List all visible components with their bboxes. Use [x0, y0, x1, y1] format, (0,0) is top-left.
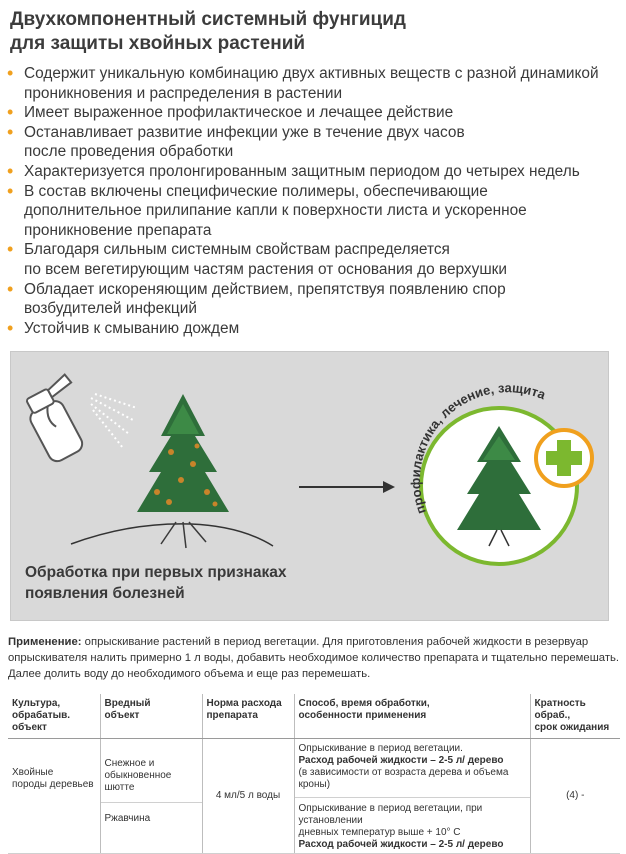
application-table — [8, 694, 620, 854]
bullet-icon: • — [7, 121, 14, 142]
arc-label: профилактика, лечение, защита — [407, 380, 548, 516]
bullet-icon: • — [7, 180, 14, 201]
list-item: • Благодаря сильным системным свойствам распределяется по всем вегетирующим частям растения от основания до верхушки — [7, 239, 507, 278]
list-item: • Обладает искореняющим действием, препятствуя появлению спор возбудителей инфекций — [7, 278, 506, 318]
header-method: Способ, время обработки, особенности применения — [294, 694, 530, 739]
arrow-right-icon — [299, 481, 395, 493]
bullet-icon: • — [7, 102, 14, 123]
table-row — [8, 739, 620, 854]
cell-frequency: (4) - — [530, 739, 620, 854]
list-item: • В состав включены специфические полимеры, обеспечивающие дополнительное прилипание капли к поверхности листа и ускоренное проникновение препарата — [7, 180, 527, 239]
method-2: Опрыскивание в период вегетации, при установлении дневных температур выше + 10° С Расход рабочей жидкости – 2-5 л/ дерево — [295, 797, 530, 853]
bullet-icon: • — [7, 239, 14, 260]
benefits-list — [6, 64, 620, 338]
header-crop: Культура, обрабатыв. объект — [8, 694, 100, 739]
plus-badge-icon — [536, 430, 592, 486]
bullet-icon: • — [7, 160, 14, 181]
list-item: • Устойчив к смыванию дождем — [7, 317, 240, 338]
pest-2: Ржавчина — [101, 802, 202, 845]
usage-label: Применение: — [8, 636, 82, 648]
usage-instructions: Применение: опрыскивание растений в период вегетации. Для приготовления рабочей жидкости в резервуар опрыскивателя налить примерно 1 л воды, добавить необходимое количество препарата и тщательно перемешать. Далее долить воду до необходимого объема и еще раз перемешать. — [8, 636, 620, 680]
title-line-2: для защиты хвойных растений — [10, 33, 306, 54]
title-line-1: Двухкомпонентный системный фунгицид — [10, 9, 406, 30]
list-item: • Содержит уникальную комбинацию двух активных веществ с разной динамикой проникновения и распределения в растении — [7, 63, 599, 102]
header-frequency: Кратность обраб., срок ожидания — [530, 694, 620, 739]
panel-caption: Обработка при первых признаках появления болезней — [25, 564, 287, 602]
list-item: • Имеет выраженное профилактическое и лечащее действие — [7, 102, 454, 123]
header-rate: Норма расхода препарата — [202, 694, 294, 739]
list-item: • Останавливает развитие инфекции уже в течение двух часов после проведения обработки — [7, 121, 465, 161]
method-1: Опрыскивание в период вегетации. Расход рабочей жидкости – 2-5 л/ дерево (в зависимости от возраста дерева и объема кроны) — [298, 743, 509, 790]
pest-1: Снежное и обыкновенное шютте — [104, 757, 172, 793]
header-pest: Вредный объект — [100, 694, 202, 739]
illustration-panel — [10, 351, 609, 621]
bullet-icon: • — [7, 317, 14, 338]
bullet-icon: • — [7, 278, 14, 299]
spray-bottle-icon — [19, 374, 101, 465]
cell-crop: Хвойные породы деревьев — [8, 739, 100, 854]
cell-rate: 4 мл/5 л воды — [202, 739, 294, 854]
cell-method — [294, 739, 530, 854]
diseased-tree-icon — [71, 394, 273, 548]
table-header-row — [8, 694, 620, 739]
page-title — [10, 8, 610, 56]
bullet-icon: • — [7, 63, 14, 83]
cell-pests — [100, 739, 202, 854]
list-item: • Характеризуется пролонгированным защитным периодом до четырех недель — [7, 160, 580, 181]
spray-mist-icon — [91, 394, 137, 448]
